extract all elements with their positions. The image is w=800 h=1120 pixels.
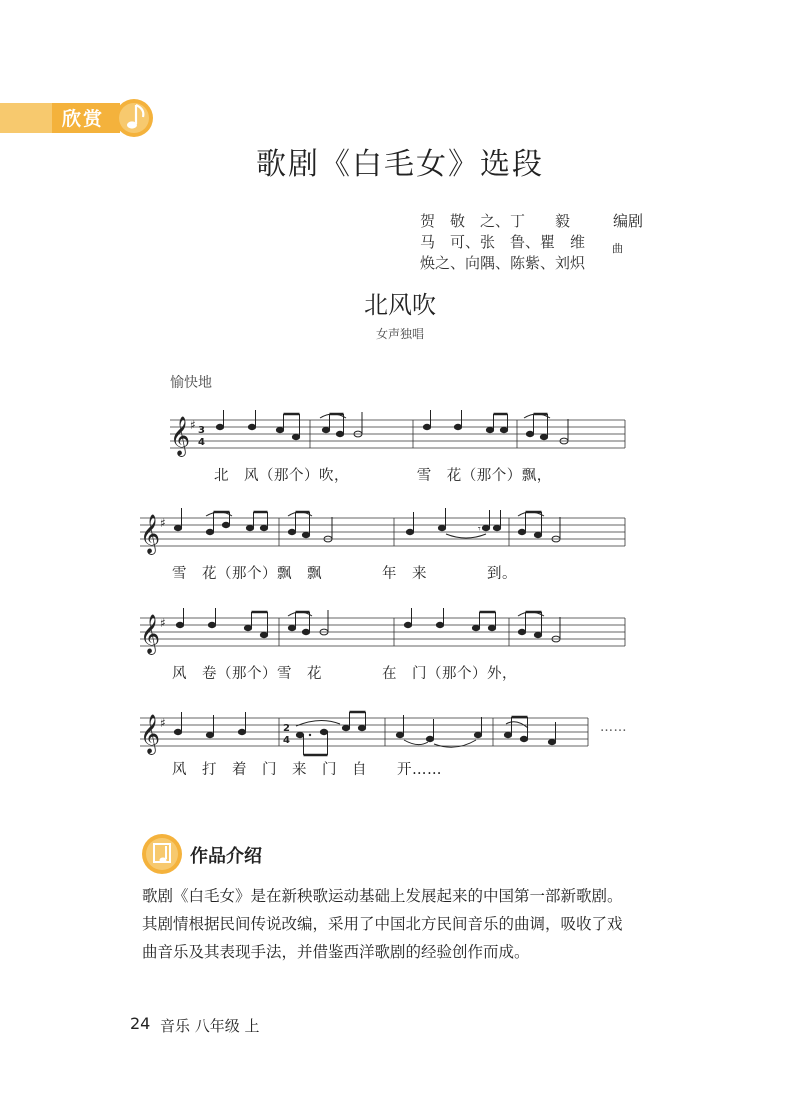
book-title: 音乐 八年级 上 <box>160 1017 260 1035</box>
credit-role-libretto: 编剧 <box>613 212 644 230</box>
section-label: 欣赏 <box>62 108 105 130</box>
svg-text:♯: ♯ <box>160 616 166 630</box>
section-tab-light <box>0 103 52 133</box>
song-subtitle: 女声独唱 <box>375 327 424 341</box>
lyrics-line-4: 风 打 着 门 来 门 自 开…… <box>172 762 442 778</box>
credit-line-2: 马 可、张 鲁、瞿 维 <box>420 233 586 251</box>
tempo-marking: 愉快地 <box>170 375 212 391</box>
svg-text:4: 4 <box>283 735 290 746</box>
svg-text:𝄞: 𝄞 <box>140 614 161 654</box>
intro-paragraph-line-3: 曲音乐及其表现手法，并借鉴西洋歌剧的经验创作而成。 <box>142 943 530 961</box>
credit-line-1: 贺 敬 之、丁 毅 <box>420 212 571 230</box>
music-staff-1 <box>0 410 800 460</box>
music-staff-3 <box>0 608 800 658</box>
svg-text:𝄞: 𝄞 <box>140 714 161 754</box>
music-staff-4 <box>0 708 800 758</box>
intro-paragraph-line-1: 歌剧《白毛女》是在新秧歌运动基础上发展起来的中国第一部新歌剧。 <box>142 887 623 905</box>
page-number: 24 <box>130 1014 151 1033</box>
credit-role-music: 曲 <box>612 242 623 255</box>
song-title: 北风吹 <box>364 291 436 319</box>
svg-text:𝄞: 𝄞 <box>170 416 191 456</box>
svg-text:4: 4 <box>198 437 205 448</box>
svg-text:2: 2 <box>283 723 290 734</box>
section-heading: 作品介绍 <box>190 846 262 867</box>
opera-title: 歌剧《白毛女》选段 <box>256 147 544 182</box>
credit-line-3: 焕之、向隅、陈紫、刘炽 <box>420 254 586 272</box>
svg-text:♯: ♯ <box>160 516 166 530</box>
lyrics-line-2: 雪 花（那个）飘 飘 年 来 到。 <box>172 566 517 582</box>
svg-text:♯: ♯ <box>190 418 196 432</box>
music-staff-2 <box>0 508 800 558</box>
music-note-icon <box>112 96 160 140</box>
svg-text:♯: ♯ <box>160 716 166 730</box>
music-note-badge-icon <box>140 832 186 876</box>
svg-text:3: 3 <box>198 425 205 436</box>
lyrics-line-1: 北 风（那个）吹， 雪 花（那个）飘， <box>214 468 552 484</box>
svg-text:𝄾: 𝄾 <box>478 524 481 535</box>
svg-text:𝄞: 𝄞 <box>140 514 161 554</box>
intro-paragraph-line-2: 其剧情根据民间传说改编，采用了中国北方民间音乐的曲调，吸收了戏 <box>142 915 623 933</box>
staff-ellipsis: …… <box>600 720 627 735</box>
lyrics-line-3: 风 卷（那个）雪 花 在 门（那个）外， <box>172 666 517 682</box>
